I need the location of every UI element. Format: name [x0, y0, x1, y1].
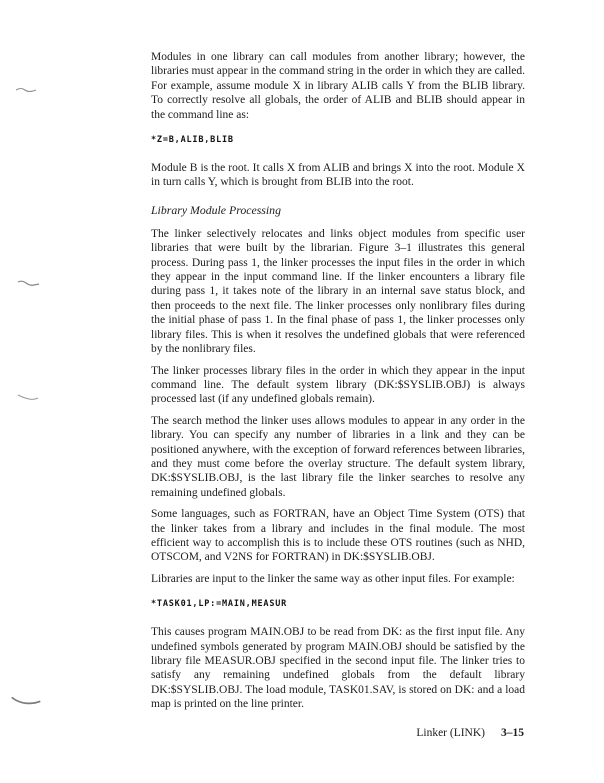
command-line-example-task01: *TASK01,LP:=MAIN,MEASUR — [151, 599, 288, 610]
command-line-example-z: *Z=B,ALIB,BLIB — [151, 135, 234, 146]
paragraph-linker-pass1: The linker selectively relocates and links object modules from specific user libraries that were built by the librarian. Figure 3–1 illustrates this general process. During pass 1, the linker processes the input files in the order in which they appear in the input command line. If the linker encounters a library file during pass 1, it takes note of the library in an internal save status block, and then proceeds to the next file. The linker processes only nonlibrary files during the initial phase of pass 1. In the final phase of pass 1, the linker processes only library files. This is when it resolves the undefined globals that were referenced by the nonlibrary files. — [151, 227, 525, 356]
margin-pen-mark — [17, 279, 41, 289]
paragraph-main-obj-explanation: This causes program MAIN.OBJ to be read from DK: as the first input file. Any undefined symbols generated by program MAIN.OBJ should be satisfied by the library file MEASUR.OBJ specified in the second input file. The linker tries to satisfy any remaining undefined globals from the default library DK:$SYSLIB.OBJ. The load module, TASK01.SAV, is stored on DK: and a load map is printed on the line printer. — [151, 626, 525, 711]
paragraph-search-method: The search method the linker uses allows modules to appear in any order in the library. You can specify any number of libraries in a link and they can be positioned anywhere, with the exception of forward references between libraries, and they must come before the overlay structure. The default system library, DK:$SYSLIB.OBJ, is the last library file the linker searches to resolve any remaining undefined globals. — [151, 414, 525, 499]
section-heading-library-module-processing: Library Module Processing — [151, 202, 281, 217]
paragraph-libraries-input: Libraries are input to the linker the same way as other input files. For example: — [151, 572, 515, 585]
body-text-column — [151, 50, 525, 719]
paragraph-library-file-order: The linker processes library files in the order in which they appear in the input command line. The default system library (DK:$SYSLIB.OBJ) is always processed last (if any undefined globals remain). — [151, 364, 525, 406]
paragraph-module-b-root: Module B is the root. It calls X from ALIB and brings X into the root. Module X in turn calls Y, which is brought from BLIB into the root. — [151, 162, 525, 189]
margin-pen-mark — [10, 694, 41, 707]
footer-section-label: Linker (LINK) — [416, 727, 485, 739]
paragraph-ots-fortran: Some languages, such as FORTRAN, have an Object Time System (OTS) that the linker takes from a library and includes in the final module. The most efficient way to accomplish this is to include these OTS routines (such as NHD, OTSCOM, and V2NS for FORTRAN) in DK:$SYSLIB.OBJ. — [151, 508, 525, 564]
margin-pen-mark — [16, 392, 40, 402]
margin-pen-mark — [14, 85, 38, 95]
footer-page-number: 3–15 — [501, 727, 524, 739]
paragraph-library-order: Modules in one library can call modules from another library; however, the libraries must appear in the command string in the order in which they are called. For example, assume module X in library ALIB calls Y from the BLIB library. To correctly resolve all globals, the order of ALIB and BLIB should appear in the command line as: — [151, 51, 525, 121]
page-footer — [416, 727, 524, 739]
